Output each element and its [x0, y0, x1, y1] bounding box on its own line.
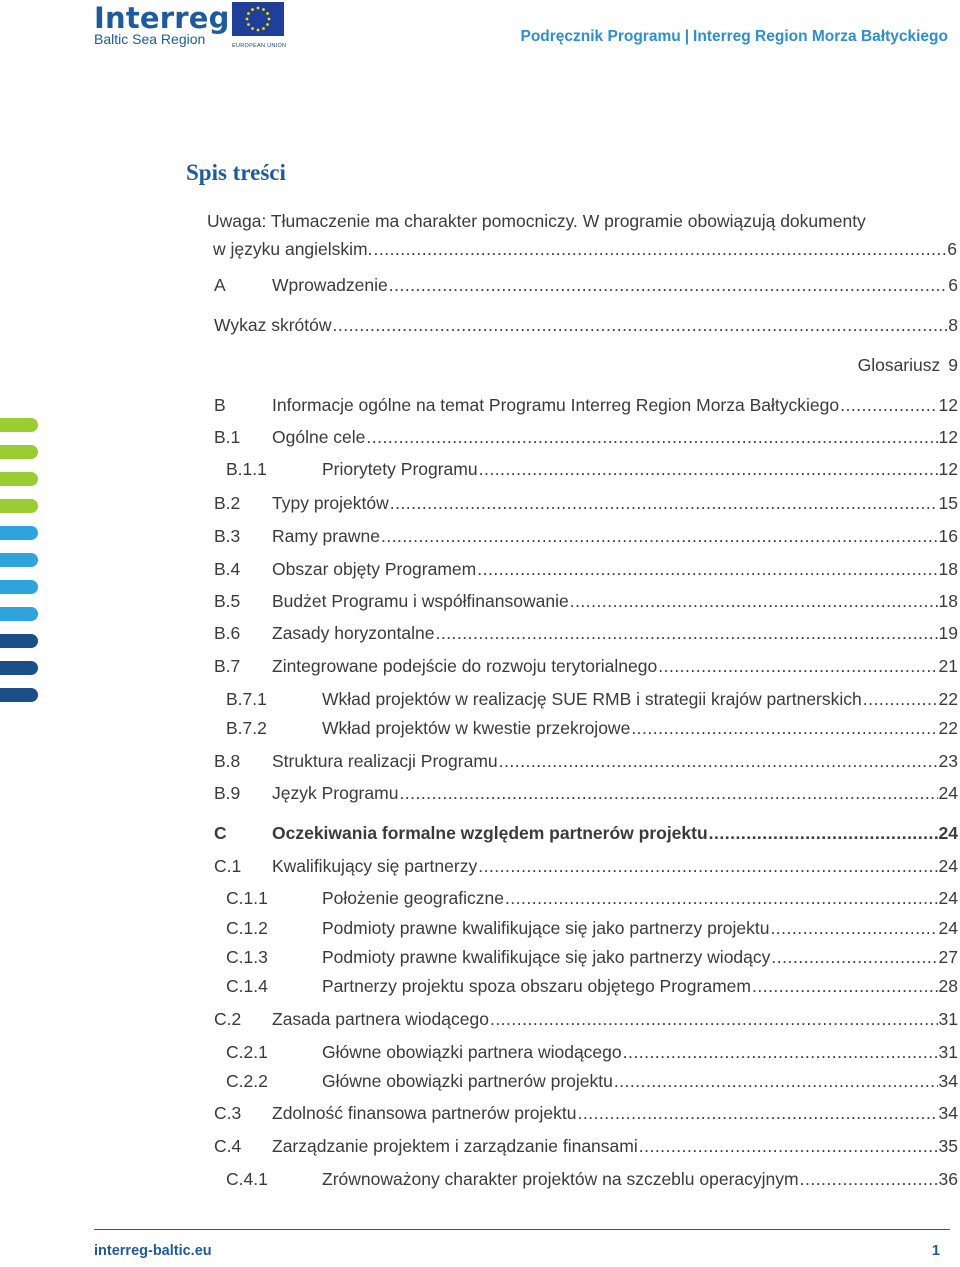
toc-leader — [366, 425, 937, 449]
toc-page-number: 34 — [938, 1103, 958, 1123]
eu-star-icon — [266, 12, 269, 15]
eu-star-icon — [257, 7, 260, 10]
toc-page-number: 8 — [948, 315, 958, 335]
toc-leader — [374, 235, 947, 263]
toc-entry[interactable] — [214, 621, 958, 645]
toc-page-number: 24 — [938, 856, 958, 876]
toc-entry-title: Główne obowiązki partnera wiodącego — [322, 1042, 622, 1062]
toc-entry-title: Zintegrowane podejście do rozwoju terytorialnego — [272, 656, 658, 676]
toc-entry-title: Wkład projektów w kwestie przekrojowe — [322, 718, 631, 738]
toc-entry-title: Zrównoważony charakter projektów na szczeblu operacyjnym — [322, 1169, 799, 1189]
toc-page-number: 35 — [938, 1136, 958, 1156]
toc-leader — [752, 974, 938, 998]
footer-divider — [94, 1229, 950, 1230]
toc-leader — [709, 821, 938, 845]
toc-leader — [390, 491, 938, 515]
eu-star-icon — [268, 18, 271, 21]
toc-page-number: 15 — [938, 493, 958, 513]
toc-entry-title: Kwalifikujący się partnerzy — [272, 856, 478, 876]
toc-leader — [639, 1134, 938, 1158]
toc-entry-title: Glosariusz — [857, 355, 941, 375]
toc-page-number: 22 — [938, 718, 958, 738]
toc-leader — [577, 1101, 937, 1125]
toc-page-number: 31 — [938, 1042, 958, 1062]
toc-entry[interactable] — [214, 716, 958, 740]
toc-entry[interactable] — [214, 886, 958, 910]
header-title-left: Podręcznik Programu — [520, 28, 681, 45]
toc-page-number: 9 — [948, 355, 958, 375]
toc-entry-title: Partnerzy projektu spoza obszaru objętego Programem — [322, 976, 751, 996]
toc-entry-title: Główne obowiązki partnerów projektu — [322, 1071, 613, 1091]
toc-leader — [771, 945, 937, 969]
toc-page-number: 18 — [938, 559, 958, 579]
toc-page-number: 24 — [938, 783, 958, 803]
toc-entry-number: B.8 — [214, 751, 241, 771]
toc-entry-title: Oczekiwania formalne względem partnerów projektu — [272, 823, 708, 843]
toc-page-number: 24 — [938, 888, 958, 908]
toc-page-number: 21 — [938, 656, 958, 676]
toc-entry[interactable] — [214, 1007, 958, 1031]
toc-page-number: 6 — [948, 275, 958, 295]
toc-entry-title: Priorytety Programu — [322, 459, 478, 479]
toc-entry-title: Informacje ogólne na temat Programu Interreg Region Morza Bałtyckiego — [272, 395, 840, 415]
toc-entry[interactable] — [214, 687, 958, 711]
toc-entry-title: Struktura realizacji Programu — [272, 751, 498, 771]
toc-entry[interactable] — [214, 1167, 958, 1191]
side-bar-stripe — [0, 553, 38, 567]
toc-entry-title: Zarządzanie projektem i zarządzanie finansami — [272, 1136, 638, 1156]
toc-entry-title: Obszar objęty Programem — [272, 559, 477, 579]
side-bar-stripe — [0, 526, 38, 540]
toc-entry-number: C — [214, 823, 227, 843]
side-bar-stripe — [0, 688, 38, 702]
toc-leader — [399, 781, 937, 805]
header-title — [520, 28, 948, 46]
toc-heading: Spis treści — [186, 160, 286, 185]
eu-star-icon — [257, 29, 260, 32]
toc-entry-number: B.1 — [214, 427, 241, 447]
toc-entry[interactable] — [214, 557, 958, 581]
toc-entry-number: C.4.1 — [226, 1169, 268, 1189]
eu-star-icon — [262, 8, 265, 11]
toc-page-number: 24 — [938, 918, 958, 938]
toc-leader — [840, 393, 937, 417]
eu-star-icon — [247, 12, 250, 15]
toc-entry-number: C.3 — [214, 1103, 242, 1123]
toc-entry-number: C.2 — [214, 1009, 242, 1029]
toc-entry-number: C.1.4 — [226, 976, 268, 996]
toc-leader — [490, 1007, 938, 1031]
eu-flag-icon — [232, 2, 284, 36]
toc-leader — [800, 1167, 938, 1191]
eu-star-icon — [251, 8, 254, 11]
toc-page-number: 16 — [938, 526, 958, 546]
eu-label: EUROPEAN UNION — [232, 43, 287, 49]
toc-entry-title: Położenie geograficzne — [322, 888, 504, 908]
toc-entry[interactable] — [214, 854, 958, 878]
toc-entry-number: C.2.1 — [226, 1042, 268, 1062]
eu-star-icon — [251, 27, 254, 30]
toc-note[interactable] — [207, 207, 957, 263]
toc-entry-title: Zasada partnera wiodącego — [272, 1009, 489, 1029]
interreg-logo — [94, 2, 230, 46]
toc-leader — [658, 654, 937, 678]
toc-page-number: 22 — [938, 689, 958, 709]
toc-leader — [499, 749, 938, 773]
toc-entry[interactable] — [214, 749, 958, 773]
eu-star-icon — [246, 18, 249, 21]
side-bar-stripe — [0, 472, 38, 486]
toc-leader — [333, 313, 948, 337]
toc-leader — [770, 916, 937, 940]
side-bar-stripe — [0, 607, 38, 621]
toc-entry[interactable] — [214, 1069, 958, 1093]
toc-leader — [478, 854, 937, 878]
toc-leader — [863, 687, 938, 711]
toc-entry-number: C.2.2 — [226, 1071, 268, 1091]
footer-page-number: 1 — [931, 1243, 940, 1259]
toc-page-number: 27 — [938, 947, 958, 967]
toc-entry-glossary[interactable] — [214, 353, 958, 377]
toc-entry-title: Ramy prawne — [272, 526, 380, 546]
header-separator: | — [684, 28, 690, 45]
toc-leader — [570, 589, 938, 613]
eu-star-icon — [247, 23, 250, 26]
toc-page-number: 19 — [938, 623, 958, 643]
toc-entry[interactable] — [214, 945, 958, 969]
toc-page-number: 36 — [938, 1169, 958, 1189]
toc-entry-number: B.3 — [214, 526, 241, 546]
toc-entry-title: Zdolność finansowa partnerów projektu — [272, 1103, 577, 1123]
toc-page-number: 24 — [938, 823, 958, 843]
toc-entry-title: Typy projektów — [272, 493, 389, 513]
toc-entry[interactable] — [214, 654, 958, 678]
logo-wordmark: Interreg — [94, 1, 230, 35]
header-title-right: Interreg Region Morza Bałtyckiego — [693, 28, 948, 45]
toc-entry[interactable] — [214, 821, 958, 845]
toc-entry[interactable] — [214, 313, 958, 337]
toc-page-number: 12 — [938, 459, 958, 479]
toc-entry-number: B.7.1 — [226, 689, 267, 709]
toc-entry[interactable] — [214, 273, 958, 297]
toc-leader — [479, 457, 938, 481]
toc-entry-number: B.2 — [214, 493, 241, 513]
side-bar-stripe — [0, 499, 38, 513]
toc-entry[interactable] — [214, 589, 958, 613]
toc-leader — [505, 886, 938, 910]
side-bar-stripe — [0, 634, 38, 648]
toc-entry-number: B.7.2 — [226, 718, 267, 738]
toc-leader — [389, 273, 948, 297]
toc-entry-title: Wykaz skrótów — [214, 315, 332, 335]
toc-leader — [477, 557, 937, 581]
toc-entry-title: Wprowadzenie — [272, 275, 388, 295]
eu-star-icon — [262, 27, 265, 30]
toc-entry-number: B.1.1 — [226, 459, 267, 479]
toc-entry[interactable] — [214, 974, 958, 998]
toc-entry[interactable] — [214, 524, 958, 548]
toc-entry[interactable] — [214, 491, 958, 515]
side-bar-stripe — [0, 418, 38, 432]
toc-page-number: 12 — [938, 427, 958, 447]
toc-entry-number: B.9 — [214, 783, 241, 803]
toc-entry-title: Zasady horyzontalne — [272, 623, 435, 643]
toc-entry-title: Wkład projektów w realizację SUE RMB i strategii krajów partnerskich — [322, 689, 862, 709]
toc-entry[interactable] — [214, 1040, 958, 1064]
toc-page-number: 18 — [938, 591, 958, 611]
toc-entry[interactable] — [214, 781, 958, 805]
logo-subtitle: Baltic Sea Region — [94, 31, 206, 47]
toc-page-number: 6 — [947, 239, 957, 259]
toc-page-number: 23 — [938, 751, 958, 771]
toc-leader — [631, 716, 937, 740]
toc-page-number: 28 — [938, 976, 958, 996]
toc-entry[interactable] — [214, 1101, 958, 1125]
toc-entry[interactable] — [214, 916, 958, 940]
toc-leader — [614, 1069, 938, 1093]
toc-entry[interactable] — [214, 1134, 958, 1158]
toc-entry-title: Podmioty prawne kwalifikujące się jako partnerzy wiodący — [322, 947, 771, 967]
toc-entry-title: Język Programu — [272, 783, 399, 803]
side-bar-stripe — [0, 661, 38, 675]
toc-entry-number: C.1.1 — [226, 888, 268, 908]
toc-entry-number: B.5 — [214, 591, 241, 611]
toc-leader — [381, 524, 938, 548]
eu-star-icon — [266, 23, 269, 26]
toc-entry-number: B.4 — [214, 559, 241, 579]
toc-entry-number: B.7 — [214, 656, 241, 676]
toc-entry-number: C.1 — [214, 856, 242, 876]
side-bar-stripe — [0, 580, 38, 594]
toc-entry[interactable] — [214, 457, 958, 481]
toc-entry-title: Podmioty prawne kwalifikujące się jako partnerzy projektu — [322, 918, 770, 938]
toc-entry-number: C.1.3 — [226, 947, 268, 967]
toc-entry-title: Ogólne cele — [272, 427, 366, 447]
footer-url[interactable]: interreg-baltic.eu — [94, 1243, 212, 1259]
toc-entry-number: A — [214, 275, 226, 295]
toc-entry[interactable] — [214, 393, 958, 417]
toc-entry-number: B.6 — [214, 623, 241, 643]
toc-page-number: 31 — [938, 1009, 958, 1029]
side-bar-stripe — [0, 445, 38, 459]
toc-leader — [435, 621, 937, 645]
toc-page-number: 12 — [938, 395, 958, 415]
toc-entry[interactable] — [214, 425, 958, 449]
toc-leader — [623, 1040, 938, 1064]
toc-note-line1: Uwaga: Tłumaczenie ma charakter pomocniczy. W programie obowiązują dokumenty — [207, 211, 866, 231]
toc-page-number: 34 — [938, 1071, 958, 1091]
toc-entry-number: B — [214, 395, 226, 415]
toc-entry-title: Budżet Programu i współfinansowanie — [272, 591, 569, 611]
eu-emblem — [232, 2, 287, 49]
toc-entry-number: C.4 — [214, 1136, 242, 1156]
toc-entry-number: C.1.2 — [226, 918, 268, 938]
toc-note-line2: w języku angielskim. — [213, 239, 373, 259]
